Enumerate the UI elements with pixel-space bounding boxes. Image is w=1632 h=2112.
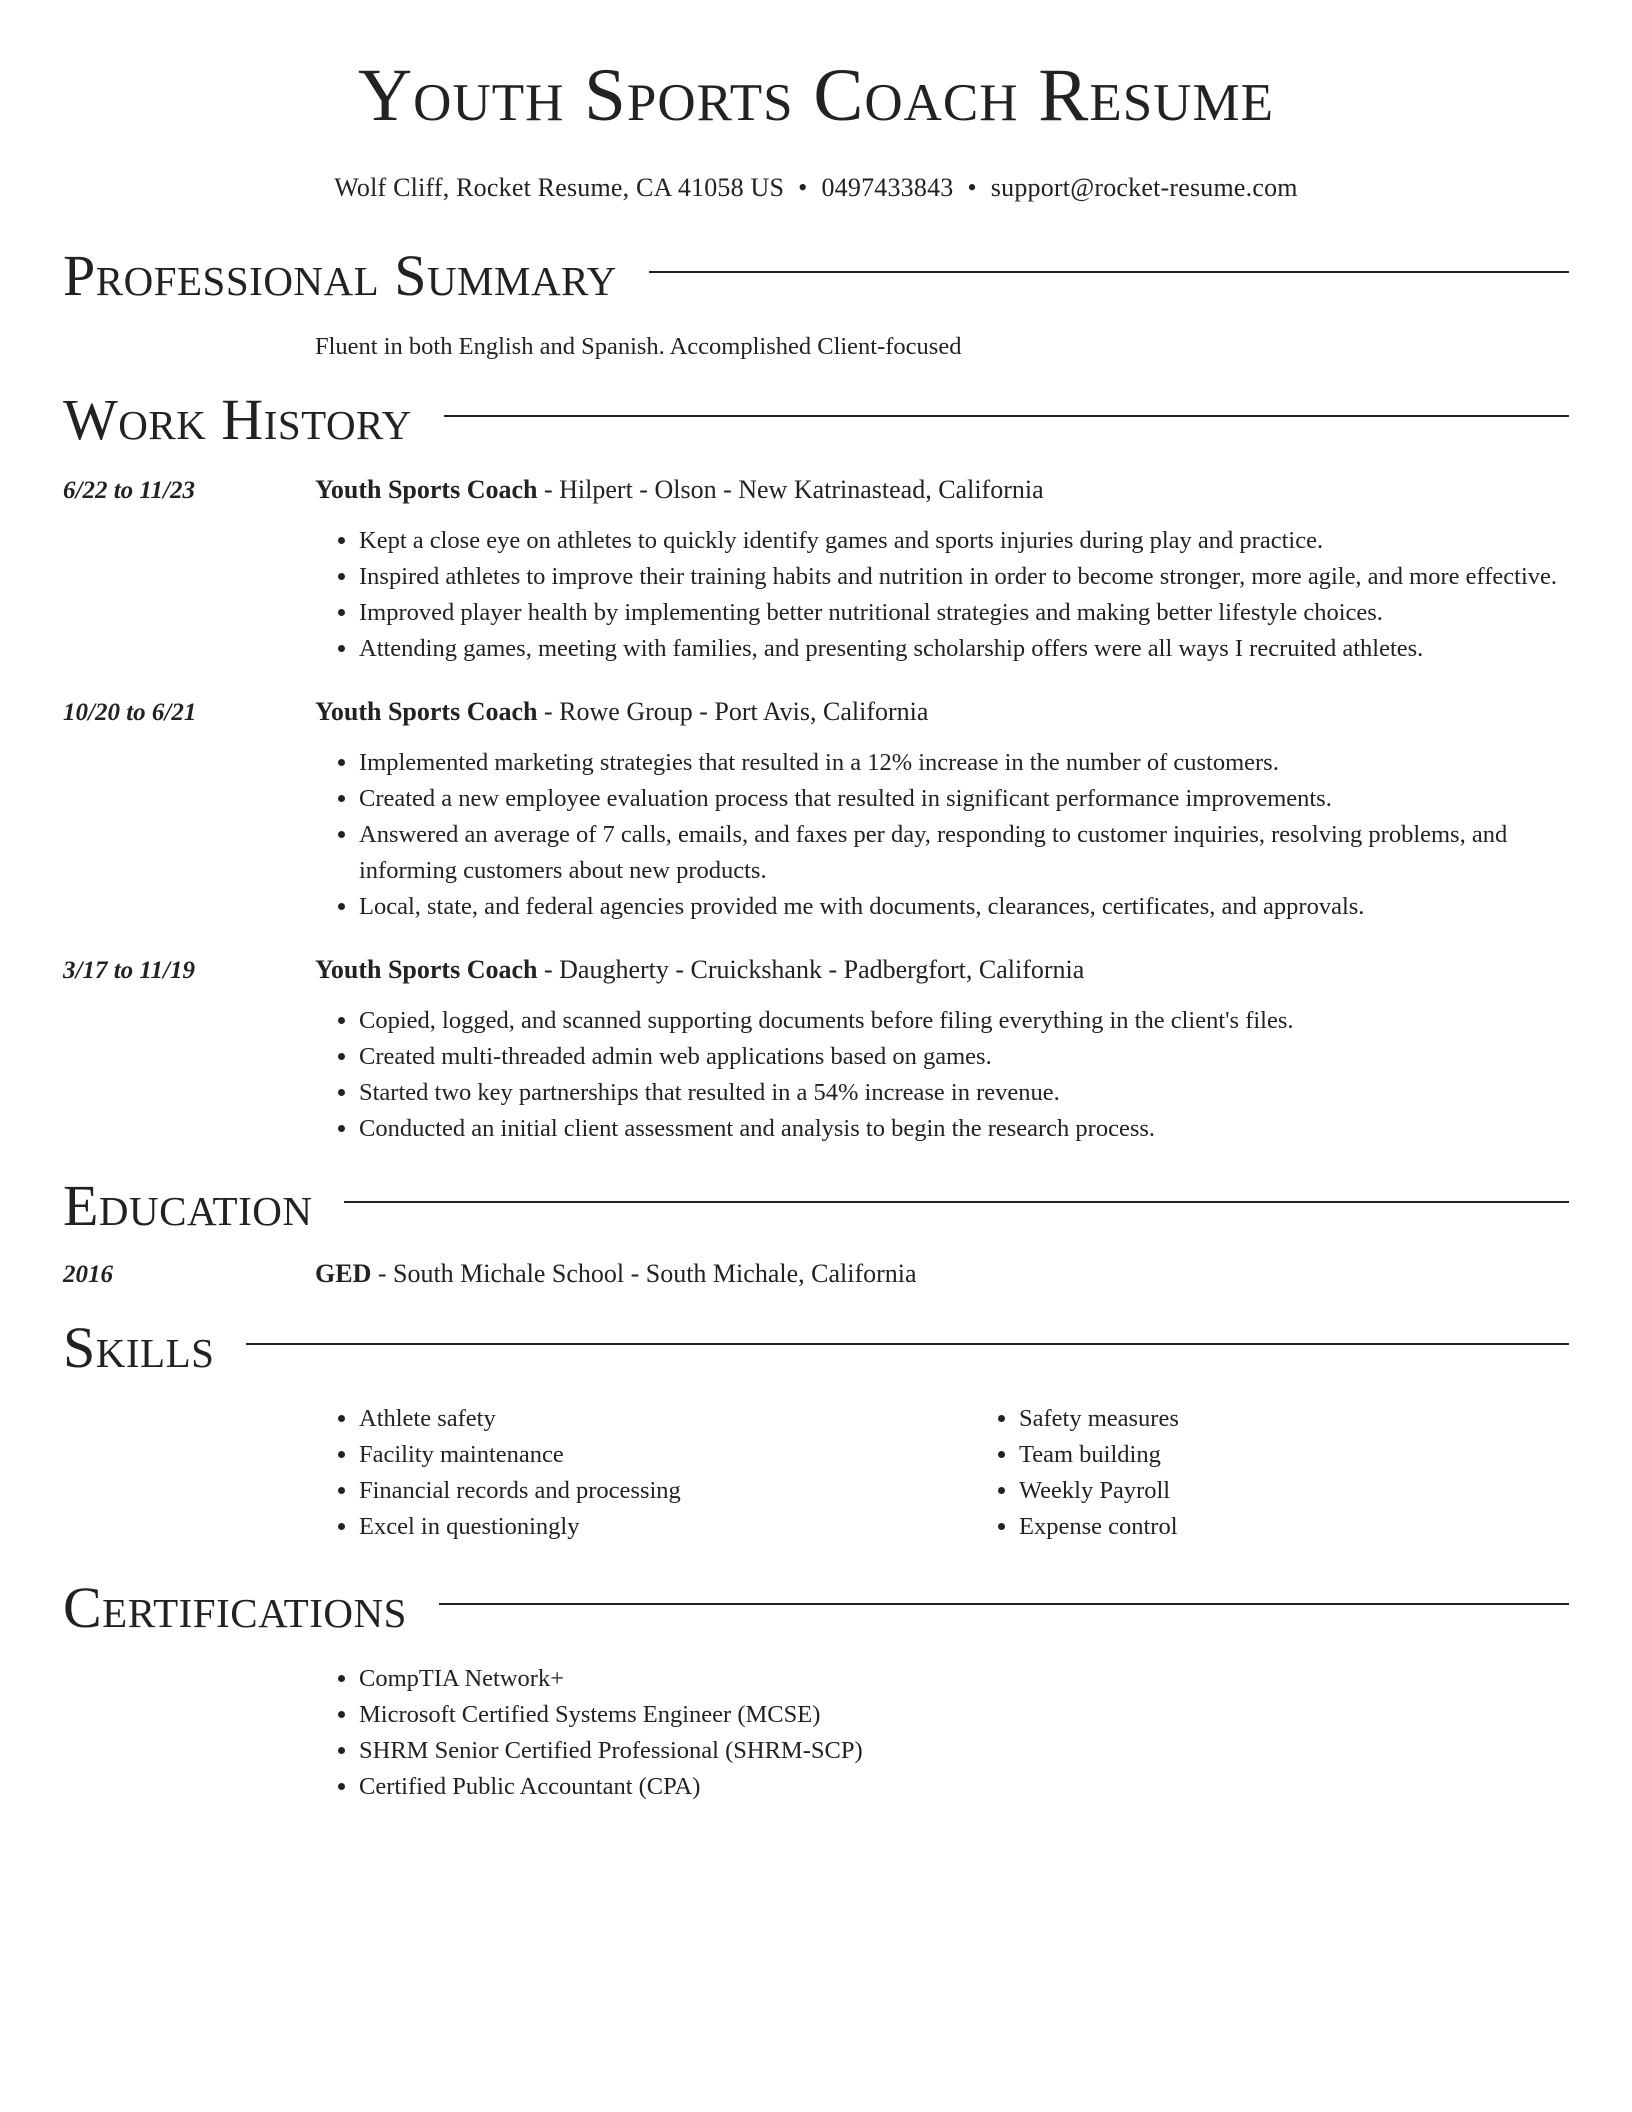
certifications-list: [315, 1661, 1569, 1805]
contact-line: [63, 173, 1569, 203]
contact-phone: 0497433843: [821, 173, 954, 202]
list-item: • Started two key partnerships that resulted in a 54% increase in revenue.: [359, 1075, 1569, 1111]
skills-list: [315, 1401, 1569, 1545]
skill-item: • Athlete safety: [359, 1401, 975, 1437]
contact-separator: •: [798, 173, 808, 202]
certification-item: • CompTIA Network+: [359, 1661, 1569, 1697]
list-item: • Inspired athletes to improve their training habits and nutrition in order to become stronger, more agile, and more effective.: [359, 559, 1569, 595]
certifications-heading: Certifications: [63, 1575, 407, 1640]
contact-address: Wolf Cliff, Rocket Resume, CA 41058 US: [334, 173, 785, 202]
job-bullets: [315, 523, 1569, 667]
job-body: [315, 475, 1569, 667]
certification-item: • SHRM Senior Certified Professional (SHRM-SCP): [359, 1733, 1569, 1769]
education-heading: Education: [63, 1173, 313, 1238]
job-bullets: [315, 1003, 1569, 1147]
contact-email[interactable]: support@rocket-resume.com: [990, 173, 1298, 202]
job-title: Youth Sports Coach: [315, 955, 538, 984]
job-body: [315, 955, 1569, 1147]
job-bullets: [315, 745, 1569, 925]
list-item: • Conducted an initial client assessment and analysis to begin the research process.: [359, 1111, 1569, 1147]
skills-column-left: [315, 1401, 975, 1545]
job-entry: [63, 475, 1569, 667]
skill-item: • Facility maintenance: [359, 1437, 975, 1473]
job-details: - Hilpert - Olson - New Katrinastead, California: [537, 475, 1044, 504]
skill-item: • Weekly Payroll: [1019, 1473, 1632, 1509]
list-item: • Implemented marketing strategies that resulted in a 12% increase in the number of customers.: [359, 745, 1569, 781]
job-heading: [315, 697, 1569, 727]
job-details: - Rowe Group - Port Avis, California: [537, 697, 929, 726]
job-dates: 6/22 to 11/23: [63, 477, 195, 504]
list-item: • Answered an average of 7 calls, emails, and faxes per day, responding to customer inquiries, resolving problems, and informing customers about new products.: [359, 817, 1569, 889]
job-entry: [63, 697, 1569, 925]
resume-title: Youth Sports Coach Resume: [358, 54, 1274, 137]
list-item: • Improved player health by implementing better nutritional strategies and making better lifestyle choices.: [359, 595, 1569, 631]
education-details: - South Michale School - South Michale, California: [371, 1259, 917, 1288]
skills-column-right: [975, 1401, 1632, 1545]
skill-item: • Expense control: [1019, 1509, 1632, 1545]
summary-text: Fluent in both English and Spanish. Accomplished Client-focused: [315, 333, 962, 360]
education-section-header: [63, 1173, 1569, 1238]
certification-item: • Microsoft Certified Systems Engineer (MCSE): [359, 1697, 1569, 1733]
work-section-header: [63, 387, 1569, 452]
job-title: Youth Sports Coach: [315, 697, 538, 726]
certifications-bullets: [315, 1661, 1569, 1805]
job-entry: [63, 955, 1569, 1147]
skills-section-header: [63, 1315, 1569, 1380]
job-body: [315, 697, 1569, 925]
education-entry: [63, 1259, 1569, 1289]
section-divider: [649, 271, 1569, 273]
job-title: Youth Sports Coach: [315, 475, 538, 504]
section-divider: [246, 1343, 1569, 1345]
section-divider: [439, 1603, 1569, 1605]
job-details: - Daugherty - Cruickshank - Padbergfort, California: [537, 955, 1085, 984]
skill-item: • Excel in questioningly: [359, 1509, 975, 1545]
certifications-section-header: [63, 1575, 1569, 1640]
job-dates: 3/17 to 11/19: [63, 957, 195, 984]
job-heading: [315, 955, 1569, 985]
section-divider: [344, 1201, 1569, 1203]
skills-heading: Skills: [63, 1315, 215, 1380]
certification-item: • Certified Public Accountant (CPA): [359, 1769, 1569, 1805]
work-heading: Work History: [63, 387, 412, 452]
summary-section-header: [63, 243, 1569, 308]
job-dates: 10/20 to 6/21: [63, 699, 197, 726]
skill-item: • Safety measures: [1019, 1401, 1632, 1437]
job-heading: [315, 475, 1569, 505]
list-item: • Attending games, meeting with families, and presenting scholarship offers were all ways I recruited athletes.: [359, 631, 1569, 667]
list-item: • Created multi-threaded admin web applications based on games.: [359, 1039, 1569, 1075]
list-item: • Created a new employee evaluation process that resulted in significant performance improvements.: [359, 781, 1569, 817]
list-item: • Copied, logged, and scanned supporting documents before filing everything in the client's files.: [359, 1003, 1569, 1039]
list-item: • Local, state, and federal agencies provided me with documents, clearances, certificates, and approvals.: [359, 889, 1569, 925]
education-year: 2016: [63, 1261, 113, 1288]
education-heading-line: [315, 1259, 1569, 1289]
skill-item: • Financial records and processing: [359, 1473, 975, 1509]
skill-item: • Team building: [1019, 1437, 1632, 1473]
summary-heading: Professional Summary: [63, 243, 617, 308]
education-degree: GED: [315, 1259, 372, 1288]
section-divider: [444, 415, 1569, 417]
education-body: [315, 1259, 1569, 1289]
contact-separator: •: [967, 173, 977, 202]
list-item: • Kept a close eye on athletes to quickly identify games and sports injuries during play and practice.: [359, 523, 1569, 559]
